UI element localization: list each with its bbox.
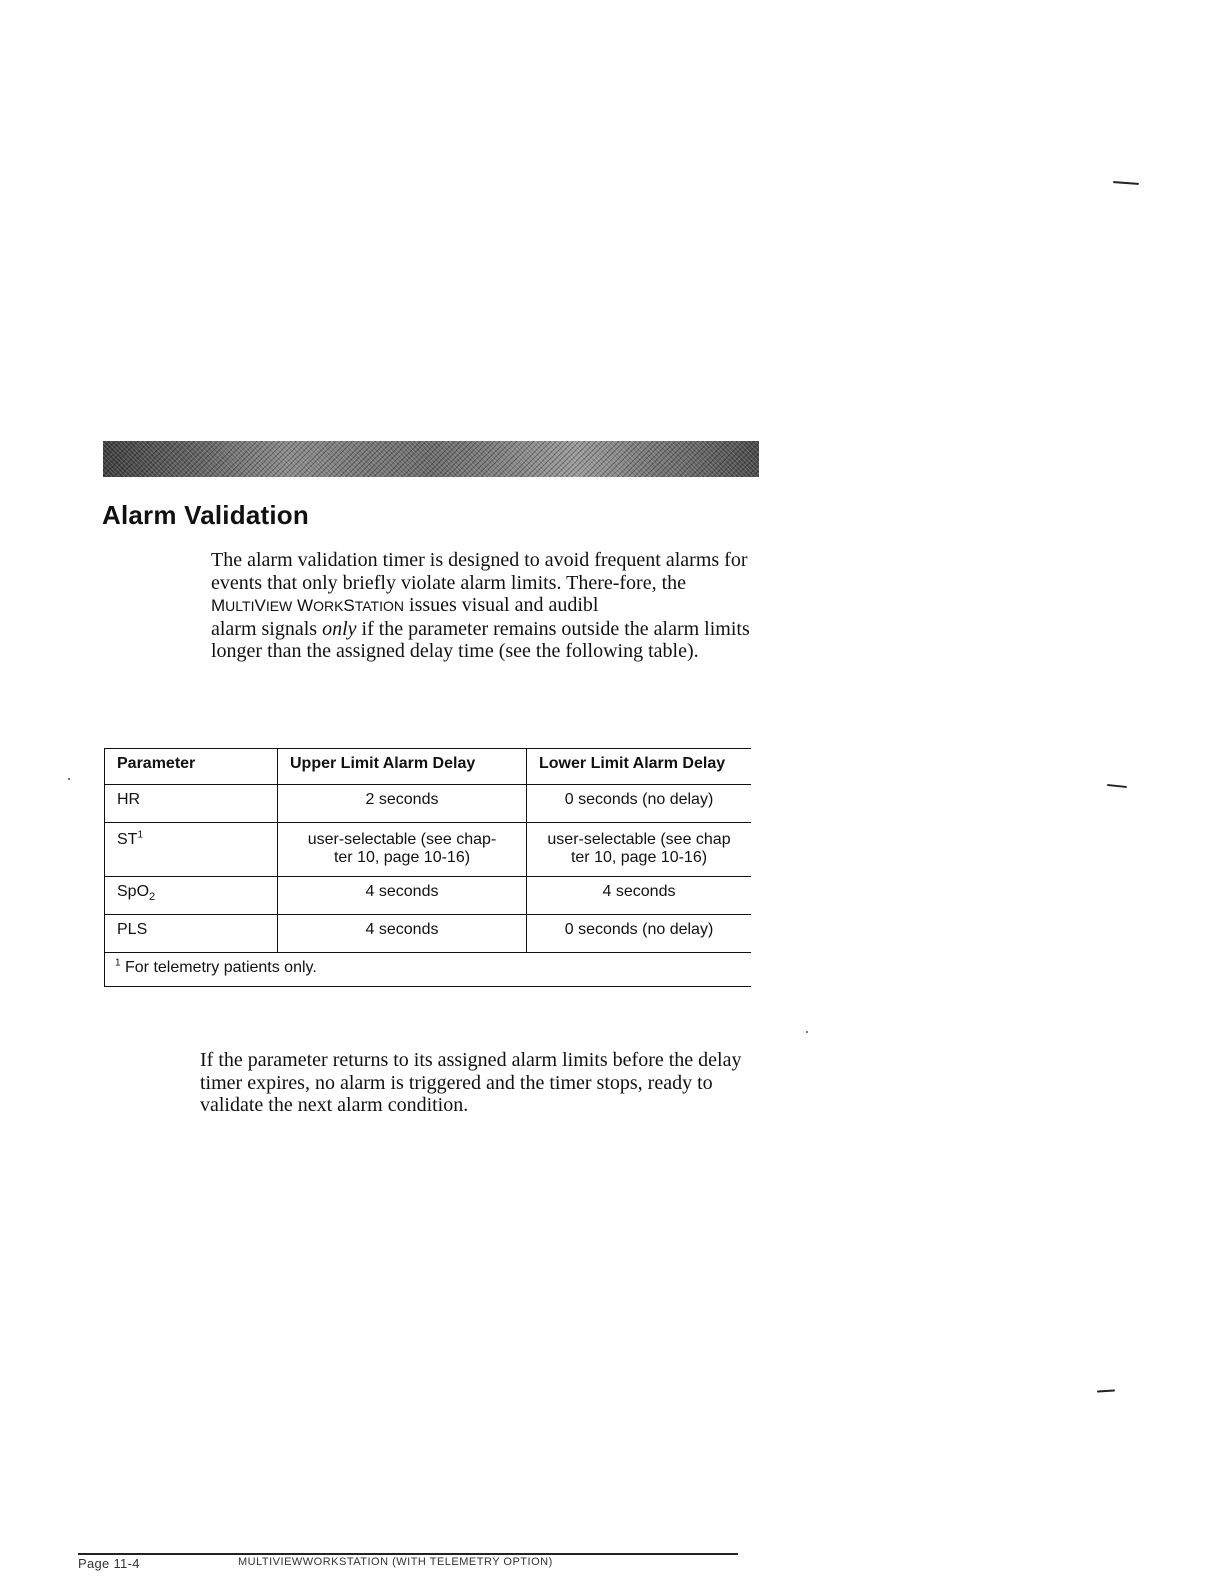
cell-text: 2 seconds (365, 791, 439, 808)
header-label: Lower Limit Alarm Delay (539, 755, 726, 772)
closing-paragraph: If the parameter returns to its assigned alarm limits before the delay timer expires, no alarm is triggered and the timer stops, ready to validate the next alarm condition. (200, 1049, 742, 1116)
intro-text-4: if the parameter remains outside the alarm limits longer than the assigned delay time (see the following table). (211, 617, 750, 662)
table-footnote (105, 953, 752, 987)
intro-emphasis: only (322, 617, 357, 640)
cell-text (105, 823, 277, 849)
scan-speck (68, 778, 70, 780)
scan-speck (806, 1031, 808, 1033)
table-header-row (105, 749, 752, 785)
subscript: 2 (149, 891, 156, 904)
footnote-content: For telemetry patients only. (120, 959, 317, 976)
cell-upper (278, 785, 527, 823)
cell-line: user-selectable (see chap- (307, 831, 497, 848)
intro-text-3: alarm signals (211, 617, 323, 640)
header-upper-delay (278, 749, 527, 785)
footer-running-title: MULTIVIEWWORKSTATION (WITH TELEMETRY OPTION) (238, 1556, 553, 1568)
brand-smallcaps: IEW (265, 598, 293, 614)
scan-margin-mark (1097, 1389, 1115, 1392)
cell-text: 0 seconds (no delay) (564, 791, 714, 808)
section-title: Alarm Validation (102, 500, 309, 530)
header-parameter (105, 749, 278, 785)
cell-text: HR (117, 791, 141, 808)
brand-smallcaps: TATION (354, 598, 405, 614)
footnote-text (105, 953, 751, 977)
cell-text: 0 seconds (no delay) (564, 921, 714, 938)
brand-cap: M (211, 596, 226, 615)
header-lower-delay (527, 749, 752, 785)
cell-text: 4 seconds (602, 883, 676, 900)
scan-margin-mark (1107, 784, 1127, 788)
cell-upper (278, 877, 527, 915)
alarm-delay-table (104, 748, 751, 987)
cell-parameter (105, 823, 278, 877)
intro-text-2: issues visual and audibl (404, 594, 599, 616)
cell-text: PLS (117, 921, 148, 938)
cell-line: ter 10, page 10-16) (333, 849, 471, 866)
cell-parameter (105, 877, 278, 915)
footer-rule (78, 1553, 738, 1555)
cell-lower (527, 785, 752, 823)
section-header-bar (103, 441, 759, 477)
cell-text (278, 823, 526, 867)
product-name (211, 596, 404, 615)
cell-text (105, 877, 277, 904)
brand-smallcaps: ULTI (225, 598, 255, 614)
footnote-mark: 1 (115, 957, 121, 969)
param-name: ST (117, 831, 138, 848)
intro-text-1: The alarm validation timer is designed to avoid frequent alarms for events that only briefly violate alarm limits. There-fore, the (211, 549, 748, 594)
cell-text: 4 seconds (365, 921, 439, 938)
cell-parameter (105, 915, 278, 953)
table-row (105, 877, 752, 915)
intro-paragraph (211, 549, 771, 663)
cell-parameter (105, 785, 278, 823)
header-label: Upper Limit Alarm Delay (290, 755, 476, 772)
cell-lower (527, 877, 752, 915)
table-row (105, 915, 752, 953)
cell-lower (527, 823, 752, 877)
brand-cap: V (254, 596, 266, 615)
cell-line: ter 10, page 10-16) (570, 849, 708, 866)
cell-line: user-selectable (see chap (547, 831, 731, 848)
brand-cap: S (343, 596, 355, 615)
scan-margin-mark (1113, 181, 1139, 185)
brand-cap: W (297, 596, 314, 615)
table-row (105, 823, 752, 877)
footer-page-number: Page 11-4 (78, 1556, 140, 1571)
header-label: Parameter (117, 755, 196, 772)
brand-smallcaps: ORK (313, 598, 344, 614)
cell-upper (278, 915, 527, 953)
cell-text: 4 seconds (365, 883, 439, 900)
table-row (105, 785, 752, 823)
cell-lower (527, 915, 752, 953)
cell-text (527, 823, 751, 867)
footnote-ref: 1 (137, 829, 144, 841)
param-name: SpO (117, 883, 150, 900)
cell-upper (278, 823, 527, 877)
table-footnote-row (105, 953, 752, 987)
